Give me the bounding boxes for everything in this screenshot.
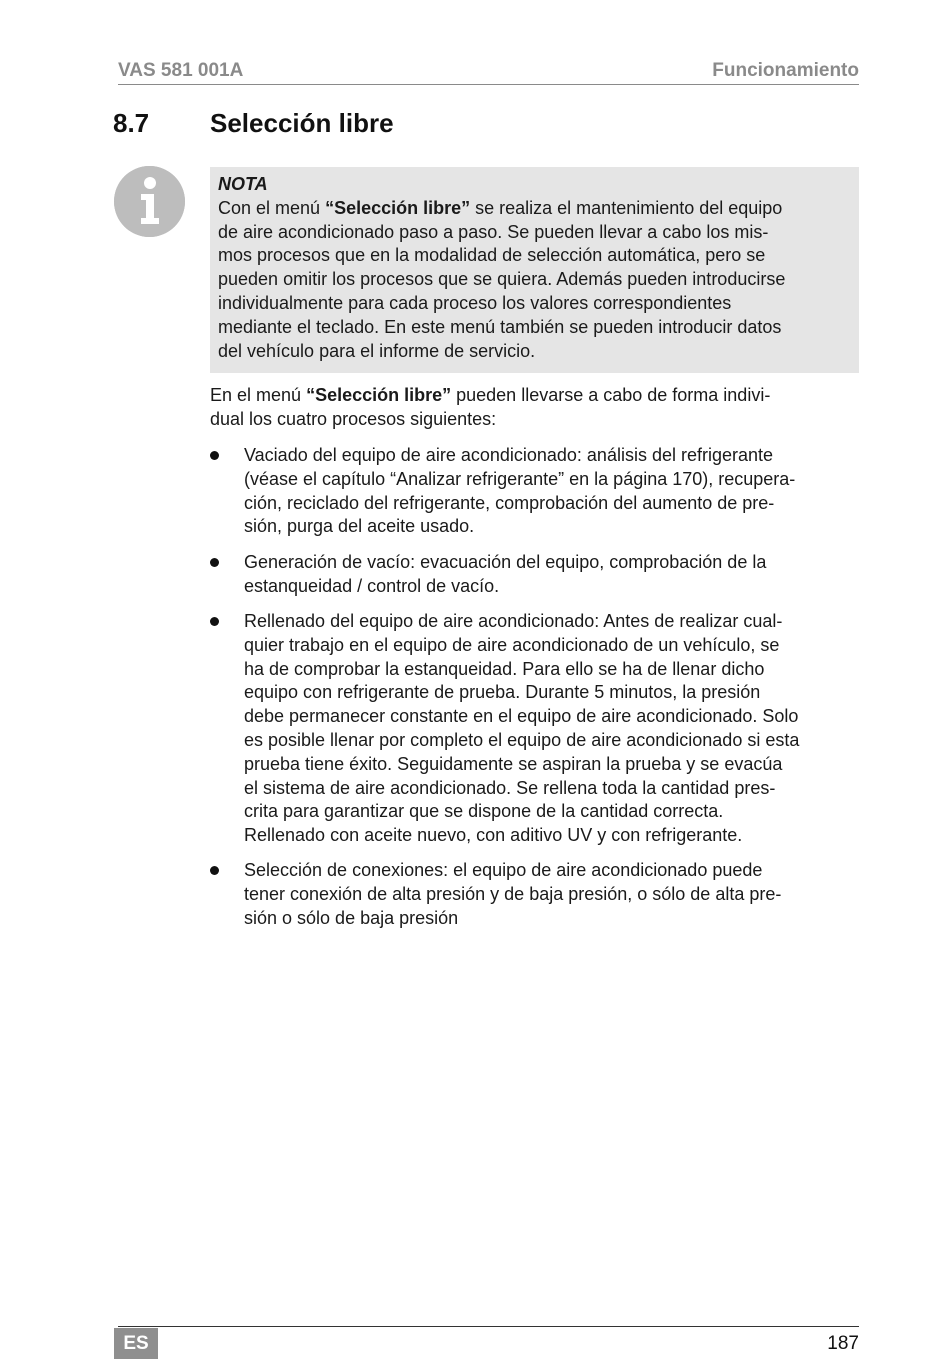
header-chapter: Funcionamiento — [712, 60, 859, 81]
note-text: Con el menú — [218, 197, 326, 218]
header-divider — [118, 84, 859, 85]
section-title: Selección libre — [210, 108, 394, 138]
note-line: mediante el teclado. En este menú también se pueden introducir datos — [218, 316, 782, 337]
item-line: sión o sólo de baja presión — [244, 907, 459, 928]
note-text: se realiza el mantenimiento del equipo — [470, 197, 783, 218]
note-line: mos procesos que en la modalidad de selección automática, pero se — [218, 245, 766, 266]
note-line: pueden omitir los procesos que se quiera. Además pueden introducirse — [218, 269, 786, 290]
note-title: NOTA — [218, 174, 268, 194]
intro-line: dual los cuatro procesos siguientes: — [210, 408, 497, 429]
list-item — [244, 444, 795, 539]
note-line: de aire acondicionado paso a paso. Se pueden llevar a cabo los mis- — [218, 221, 769, 242]
page-number: 187 — [827, 1333, 859, 1354]
item-line: crita para garantizar que se dispone de la cantidad correcta. — [244, 801, 724, 822]
section-number: 8.7 — [113, 108, 150, 138]
item-line: quier trabajo en el equipo de aire acondicionado de un vehículo, se — [244, 634, 780, 655]
list-item — [244, 859, 781, 930]
item-line: debe permanecer constante en el equipo de aire acondicionado. Solo — [244, 706, 799, 727]
item-line: estanqueidad / control de vacío. — [244, 575, 500, 596]
item-line: ha de comprobar la estanqueidad. Para ello se ha de llenar dicho — [244, 658, 765, 679]
item-line: Selección de conexiones: el equipo de aire acondicionado puede — [244, 860, 763, 880]
item-line: ción, reciclado del refrigerante, comprobación del aumento de pre- — [244, 492, 775, 513]
language-badge: ES — [114, 1328, 158, 1359]
note-line: del vehículo para el informe de servicio. — [218, 340, 536, 361]
note-line: individualmente para cada proceso los valores correspondientes — [218, 292, 732, 313]
bullet-icon — [210, 558, 219, 567]
item-line: sión, purga del aceite usado. — [244, 516, 475, 537]
intro-line — [210, 384, 770, 408]
item-line: Generación de vacío: evacuación del equipo, comprobación de la — [244, 552, 767, 572]
item-line: el sistema de aire acondicionado. Se rellena toda la cantidad pres- — [244, 777, 776, 798]
bullet-icon — [210, 866, 219, 875]
list-item — [244, 551, 766, 599]
info-icon — [114, 166, 185, 237]
item-line: Vaciado del equipo de aire acondicionado: análisis del refrigerante — [244, 445, 774, 465]
intro-paragraph — [210, 384, 770, 432]
bullet-icon — [210, 451, 219, 460]
item-line: (véase el capítulo “Analizar refrigerante” en la página 170), recupera- — [244, 468, 796, 489]
item-line: es posible llenar por completo el equipo de aire acondicionado si esta — [244, 729, 800, 750]
intro-text: En el menú — [210, 385, 307, 405]
bullet-icon — [210, 617, 219, 626]
footer-divider — [118, 1326, 859, 1327]
item-line: equipo con refrigerante de prueba. Durante 5 minutos, la presión — [244, 682, 761, 703]
menu-name: “Selección libre” — [325, 197, 471, 218]
list-item — [244, 610, 799, 848]
note-box — [210, 167, 859, 373]
header-doc-id: VAS 581 001A — [118, 60, 244, 81]
item-line: Rellenado del equipo de aire acondicionado: Antes de realizar cual- — [244, 611, 783, 631]
item-line: tener conexión de alta presión y de baja presión, o sólo de alta pre- — [244, 883, 782, 904]
intro-text: pueden llevarse a cabo de forma indivi- — [451, 385, 771, 405]
note-line — [218, 197, 851, 221]
menu-name: “Selección libre” — [306, 385, 452, 405]
item-line: prueba tiene éxito. Seguidamente se aspiran la prueba y se evacúa — [244, 753, 783, 774]
item-line: Rellenado con aceite nuevo, con aditivo UV y con refrigerante. — [244, 825, 743, 846]
